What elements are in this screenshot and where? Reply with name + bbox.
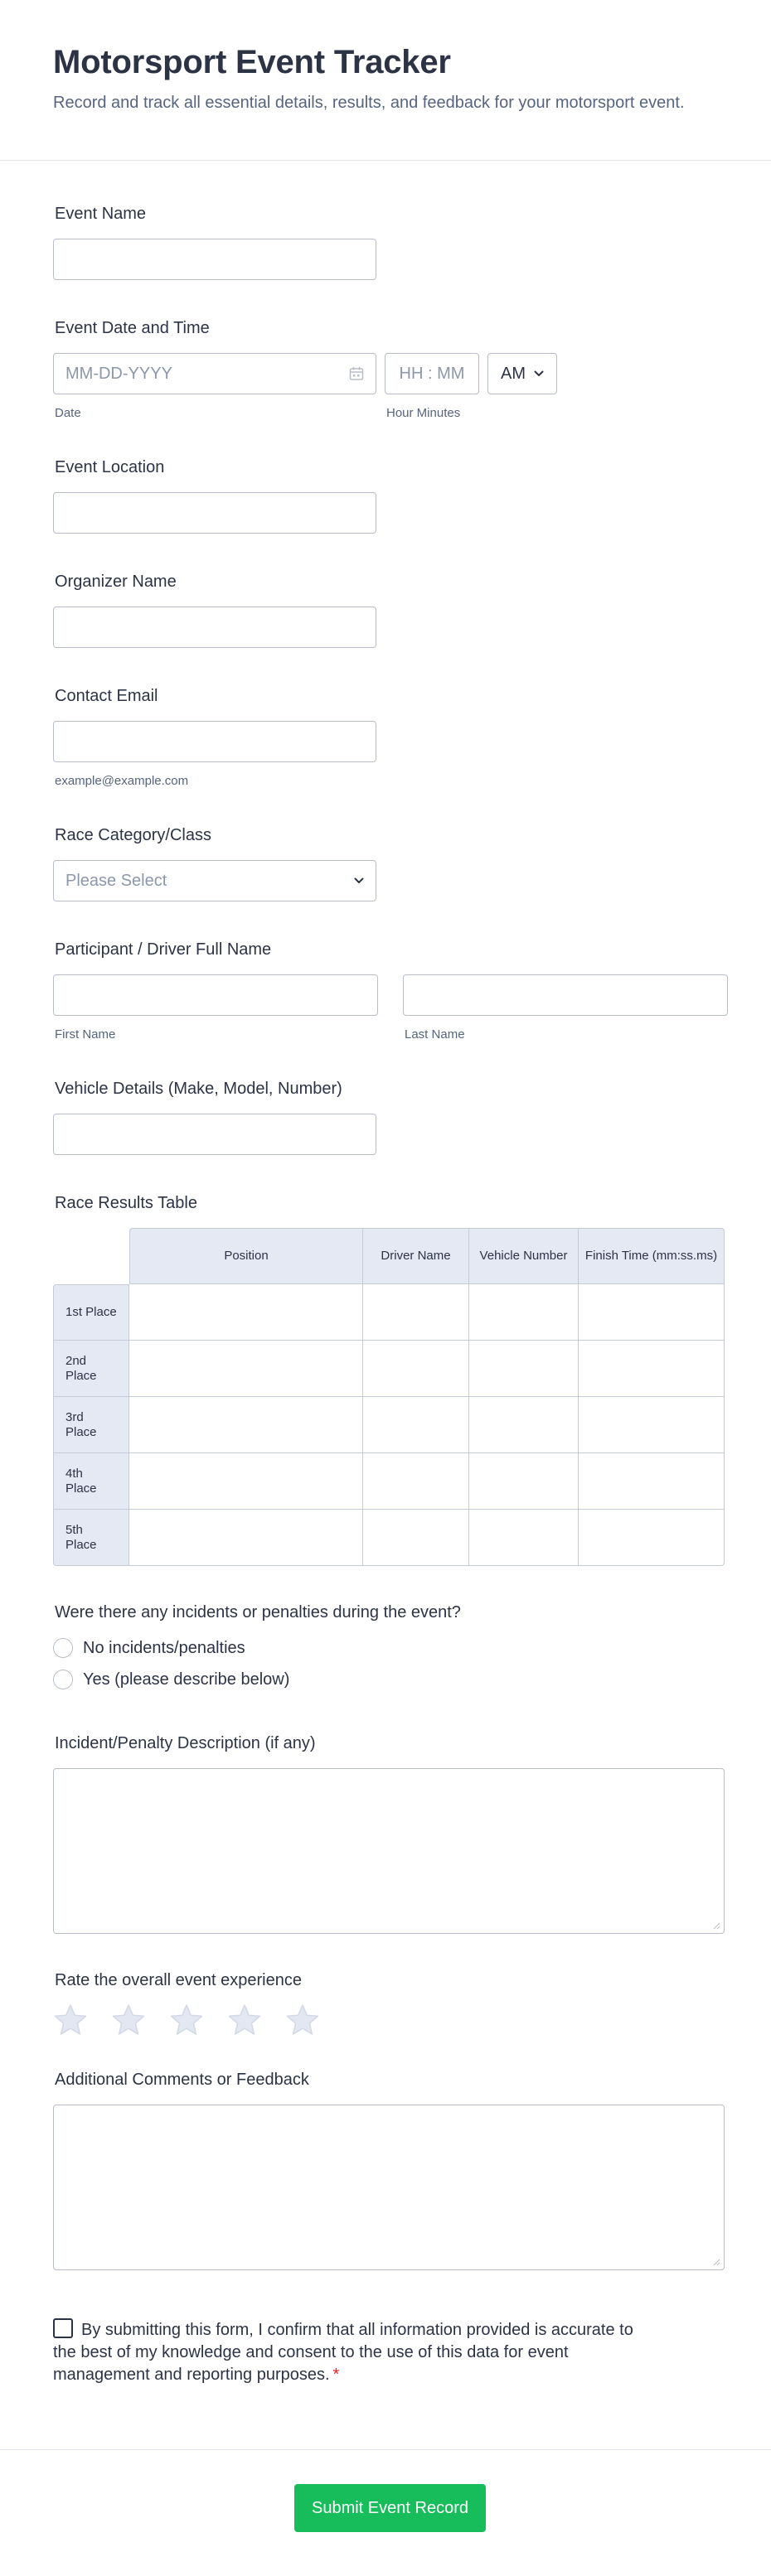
table-cell-input[interactable] bbox=[469, 1453, 579, 1510]
table-row bbox=[53, 1341, 725, 1397]
table-cell-input[interactable] bbox=[363, 1397, 469, 1453]
time-placeholder: HH : MM bbox=[399, 364, 465, 383]
vehicle-details-input[interactable] bbox=[53, 1114, 376, 1155]
table-cell-input[interactable] bbox=[129, 1397, 363, 1453]
page-title: Motorsport Event Tracker bbox=[53, 44, 451, 80]
last-name-sublabel: Last Name bbox=[405, 1027, 465, 1042]
contact-email-sublabel: example@example.com bbox=[55, 774, 189, 788]
contact-email-field bbox=[53, 686, 718, 789]
race-results-table bbox=[53, 1228, 725, 1566]
required-mark: * bbox=[332, 2366, 340, 2384]
form-body bbox=[0, 204, 771, 2386]
radio-label: Yes (please describe below) bbox=[83, 1670, 290, 1689]
contact-email-input[interactable] bbox=[53, 721, 376, 762]
table-row bbox=[53, 1453, 725, 1510]
table-row bbox=[53, 1397, 725, 1453]
radio-button[interactable] bbox=[53, 1638, 73, 1658]
event-name-field bbox=[53, 204, 718, 280]
contact-email-label: Contact Email bbox=[55, 687, 158, 705]
row-header: 3rd Place bbox=[53, 1397, 129, 1453]
chevron-down-icon bbox=[534, 370, 544, 377]
race-category-field bbox=[53, 825, 718, 901]
event-location-field bbox=[53, 457, 718, 534]
organizer-name-input[interactable] bbox=[53, 607, 376, 648]
event-name-input[interactable] bbox=[53, 239, 376, 280]
row-header: 2nd Place bbox=[53, 1341, 129, 1397]
first-name-input[interactable] bbox=[53, 974, 378, 1016]
vehicle-details-label: Vehicle Details (Make, Model, Number) bbox=[55, 1080, 342, 1098]
event-location-input[interactable] bbox=[53, 492, 376, 534]
comments-label: Additional Comments or Feedback bbox=[55, 2071, 309, 2089]
consent-checkbox[interactable] bbox=[53, 2318, 73, 2338]
date-input[interactable] bbox=[53, 353, 376, 394]
event-location-label: Event Location bbox=[55, 458, 165, 476]
table-cell-input[interactable] bbox=[129, 1284, 363, 1341]
star-icon[interactable] bbox=[111, 2003, 146, 2037]
race-category-placeholder: Please Select bbox=[65, 871, 167, 890]
incidents-label: Were there any incidents or penalties during the event? bbox=[55, 1603, 461, 1621]
race-category-label: Race Category/Class bbox=[55, 826, 211, 844]
event-name-label: Event Name bbox=[55, 205, 147, 223]
column-header: Position bbox=[129, 1228, 363, 1284]
date-sublabel: Date bbox=[55, 406, 81, 420]
submit-button[interactable]: Submit Event Record bbox=[294, 2484, 486, 2532]
organizer-name-field bbox=[53, 572, 718, 648]
driver-name-field bbox=[53, 940, 718, 1042]
incident-description-textarea[interactable] bbox=[53, 1768, 725, 1934]
chevron-down-icon bbox=[354, 877, 364, 884]
race-results-label: Race Results Table bbox=[55, 1194, 197, 1212]
table-cell-input[interactable] bbox=[469, 1284, 579, 1341]
column-header: Finish Time (mm:ss.ms) bbox=[579, 1228, 725, 1284]
table-cell-input[interactable] bbox=[363, 1453, 469, 1510]
consent-text: By submitting this form, I confirm that all information provided is accurate to the best of my knowledge and consent to the use of this data for event management and reporting purposes. bbox=[53, 2321, 633, 2384]
row-header: 4th Place bbox=[53, 1453, 129, 1510]
rating-field bbox=[53, 1970, 718, 2037]
consent-field bbox=[53, 2318, 718, 2386]
table-cell-input[interactable] bbox=[469, 1341, 579, 1397]
incidents-options bbox=[53, 1632, 718, 1695]
table-cell-input[interactable] bbox=[579, 1341, 725, 1397]
ampm-select[interactable] bbox=[487, 353, 557, 394]
time-input[interactable] bbox=[385, 353, 479, 394]
star-icon[interactable] bbox=[285, 2003, 320, 2037]
table-cell-input[interactable] bbox=[579, 1284, 725, 1341]
incident-description-field bbox=[53, 1733, 718, 1934]
race-category-select[interactable] bbox=[53, 860, 376, 901]
table-cell-input[interactable] bbox=[469, 1510, 579, 1566]
first-name-sublabel: First Name bbox=[55, 1027, 116, 1042]
comments-textarea[interactable] bbox=[53, 2105, 725, 2270]
consent-label bbox=[53, 2318, 633, 2386]
rating-label: Rate the overall event experience bbox=[55, 1971, 302, 1989]
event-datetime-field bbox=[53, 318, 718, 421]
incidents-field bbox=[53, 1602, 718, 1695]
table-row bbox=[53, 1510, 725, 1566]
table-cell-input[interactable] bbox=[363, 1510, 469, 1566]
row-header: 5th Place bbox=[53, 1510, 129, 1566]
radio-label: No incidents/penalties bbox=[83, 1638, 245, 1657]
driver-name-label: Participant / Driver Full Name bbox=[55, 940, 272, 959]
vehicle-details-field bbox=[53, 1079, 718, 1155]
star-icon[interactable] bbox=[227, 2003, 262, 2037]
organizer-name-label: Organizer Name bbox=[55, 573, 177, 591]
last-name-input[interactable] bbox=[403, 974, 728, 1016]
resize-handle-icon[interactable] bbox=[712, 2258, 720, 2266]
radio-button[interactable] bbox=[53, 1670, 73, 1689]
comments-field bbox=[53, 2070, 718, 2270]
event-datetime-label: Event Date and Time bbox=[55, 319, 210, 337]
table-cell-input[interactable] bbox=[363, 1284, 469, 1341]
star-icon[interactable] bbox=[53, 2003, 88, 2037]
row-header: 1st Place bbox=[53, 1284, 129, 1341]
table-cell-input[interactable] bbox=[579, 1453, 725, 1510]
incident-description-label: Incident/Penalty Description (if any) bbox=[55, 1734, 316, 1752]
page-description: Record and track all essential details, results, and feedback for your motorsport event. bbox=[53, 94, 685, 112]
table-corner bbox=[53, 1228, 129, 1284]
form-header bbox=[0, 0, 771, 161]
table-cell-input[interactable] bbox=[579, 1510, 725, 1566]
resize-handle-icon[interactable] bbox=[712, 1921, 720, 1930]
table-cell-input[interactable] bbox=[129, 1453, 363, 1510]
form-footer bbox=[0, 2449, 771, 2576]
table-cell-input[interactable] bbox=[579, 1397, 725, 1453]
incidents-option-yes[interactable] bbox=[53, 1664, 718, 1695]
table-cell-input[interactable] bbox=[363, 1341, 469, 1397]
table-cell-input[interactable] bbox=[129, 1510, 363, 1566]
table-cell-input[interactable] bbox=[129, 1341, 363, 1397]
star-icon[interactable] bbox=[169, 2003, 204, 2037]
calendar-icon[interactable] bbox=[349, 366, 364, 381]
ampm-value: AM bbox=[501, 364, 526, 383]
time-sublabel: Hour Minutes bbox=[386, 406, 461, 420]
column-header: Vehicle Number bbox=[469, 1228, 579, 1284]
table-row bbox=[53, 1284, 725, 1341]
incidents-option-none[interactable] bbox=[53, 1632, 718, 1664]
column-header: Driver Name bbox=[363, 1228, 469, 1284]
date-placeholder: MM-DD-YYYY bbox=[65, 364, 172, 383]
race-results-field bbox=[53, 1193, 718, 1566]
table-cell-input[interactable] bbox=[469, 1397, 579, 1453]
star-rating bbox=[53, 2003, 718, 2037]
